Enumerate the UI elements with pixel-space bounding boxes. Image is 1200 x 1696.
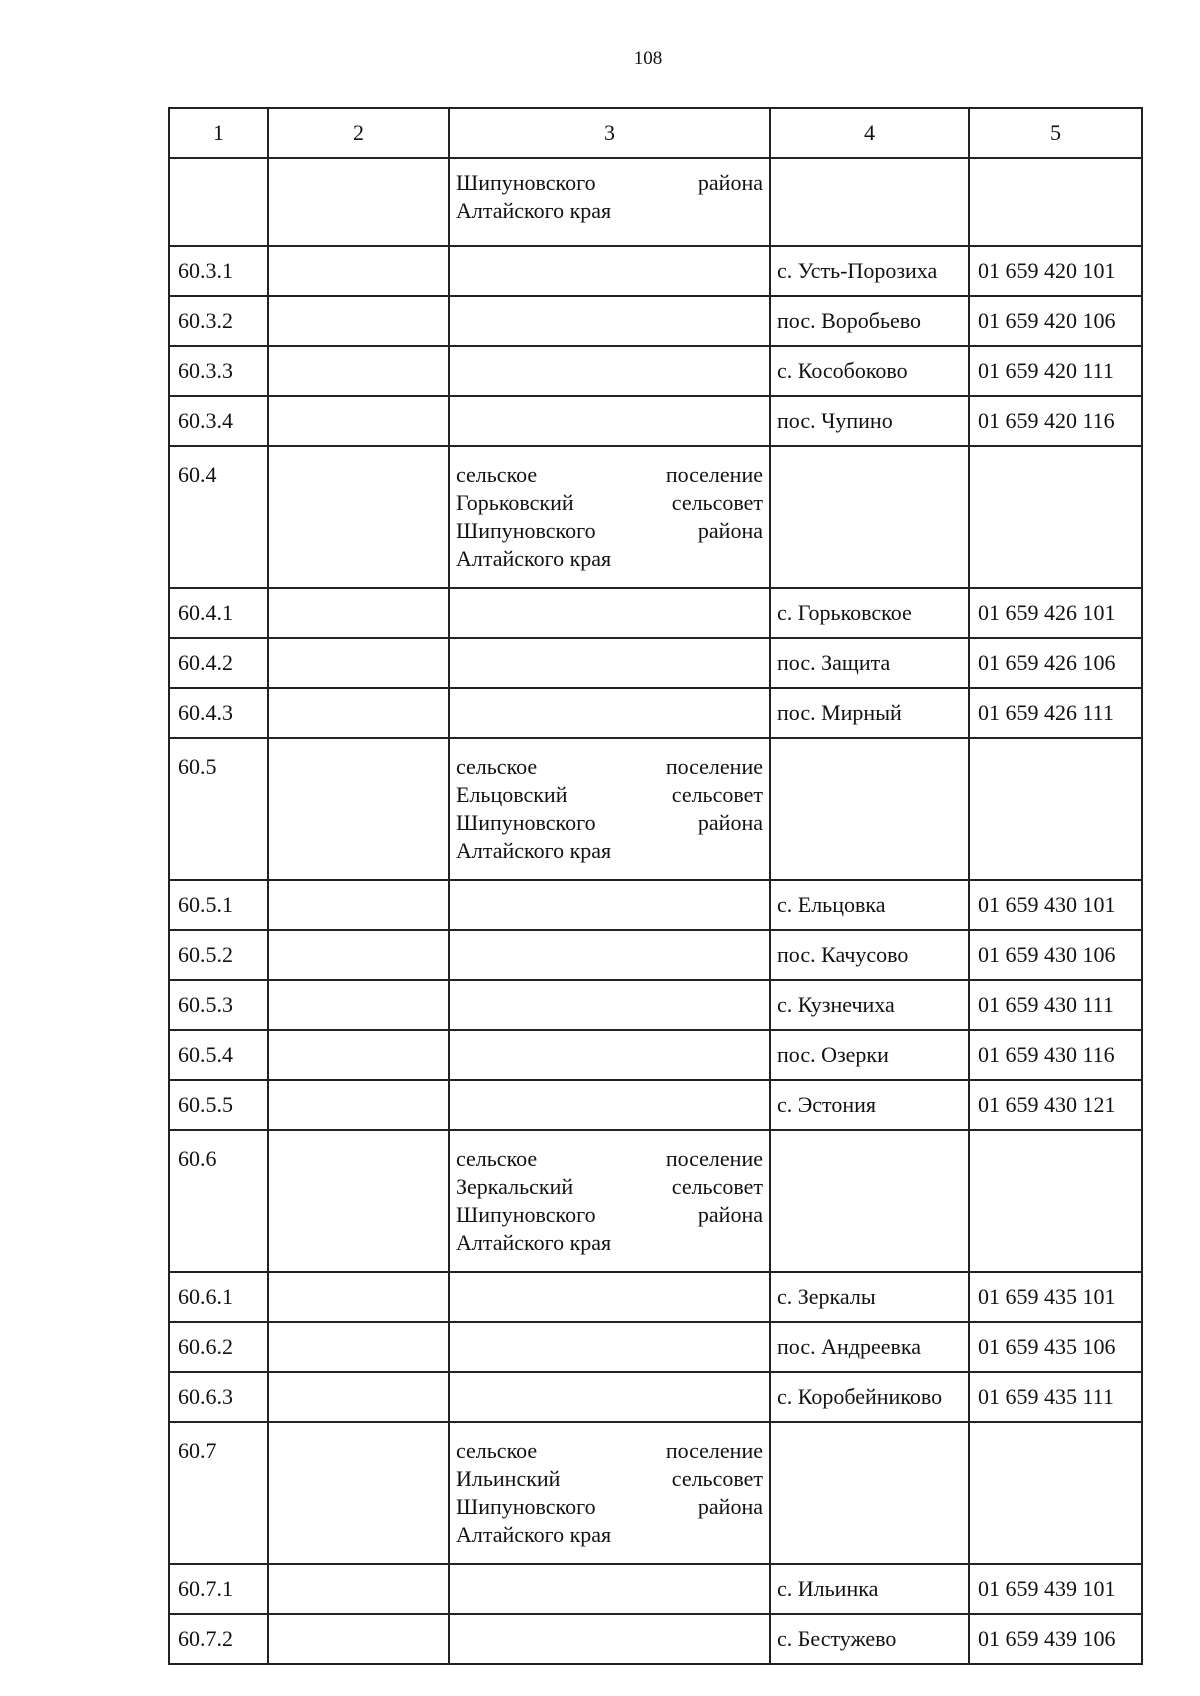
cell-col-3 <box>449 1272 770 1322</box>
settlement-row <box>169 1372 1142 1422</box>
oktmo-code: 01 659 426 111 <box>969 688 1142 738</box>
row-number: 60.5.2 <box>169 930 268 980</box>
settlement-name: с. Горьковское <box>770 588 969 638</box>
settlement-name: пос. Защита <box>770 638 969 688</box>
word: сельское <box>456 754 538 779</box>
settlement-name: с. Бестужево <box>770 1614 969 1664</box>
oktmo-code: 01 659 426 106 <box>969 638 1142 688</box>
settlement-description <box>449 1422 770 1564</box>
word: сельсовет <box>671 1174 763 1199</box>
cell-col-2 <box>268 158 449 246</box>
cell-col-3 <box>449 1030 770 1080</box>
oktmo-code: 01 659 435 106 <box>969 1322 1142 1372</box>
cell-col-2 <box>268 1614 449 1664</box>
description-text <box>456 1437 763 1549</box>
continuation-description <box>449 158 770 246</box>
settlement-row <box>169 980 1142 1030</box>
settlement-table <box>168 107 1143 1665</box>
cell-col-2 <box>268 1030 449 1080</box>
row-number: 60.5.4 <box>169 1030 268 1080</box>
word: Ильинский <box>456 1466 561 1491</box>
cell-col-4 <box>770 1422 969 1564</box>
cell-col-2 <box>268 638 449 688</box>
settlement-row <box>169 396 1142 446</box>
row-number: 60.4 <box>169 446 268 588</box>
cell-col-2 <box>268 980 449 1030</box>
settlement-group-row <box>169 1422 1142 1564</box>
page-number: 108 <box>633 48 663 69</box>
row-number: 60.6 <box>169 1130 268 1272</box>
cell-col-2 <box>268 1080 449 1130</box>
oktmo-code: 01 659 420 106 <box>969 296 1142 346</box>
settlement-name: пос. Мирный <box>770 688 969 738</box>
description-line <box>456 837 763 865</box>
settlement-description <box>449 738 770 880</box>
cell-col-3 <box>449 980 770 1030</box>
oktmo-code: 01 659 430 121 <box>969 1080 1142 1130</box>
word: сельсовет <box>671 782 763 807</box>
row-number: 60.4.2 <box>169 638 268 688</box>
cell-col-2 <box>268 1272 449 1322</box>
description-line <box>456 1145 763 1173</box>
row-number: 60.3.4 <box>169 396 268 446</box>
description-line <box>456 1201 763 1229</box>
cell-col-3 <box>449 688 770 738</box>
cell-col-5 <box>969 1130 1142 1272</box>
word: района <box>697 518 763 543</box>
settlement-description <box>449 1130 770 1272</box>
settlement-name: пос. Андреевка <box>770 1322 969 1372</box>
row-number: 60.6.1 <box>169 1272 268 1322</box>
word: Шипуновского <box>456 1202 596 1227</box>
description-text <box>456 1145 763 1257</box>
oktmo-code: 01 659 430 101 <box>969 880 1142 930</box>
settlement-name: с. Кузнечиха <box>770 980 969 1030</box>
cell-col-3 <box>449 296 770 346</box>
settlement-name: с. Коробейниково <box>770 1372 969 1422</box>
word: поселение <box>665 1146 763 1171</box>
settlement-name: с. Кособоково <box>770 346 969 396</box>
word: сельское <box>456 462 538 487</box>
settlement-name: пос. Чупино <box>770 396 969 446</box>
oktmo-code: 01 659 439 101 <box>969 1564 1142 1614</box>
header-col-2: 2 <box>268 108 449 158</box>
cell-col-5 <box>969 738 1142 880</box>
cell-col-5 <box>969 446 1142 588</box>
row-number: 60.5 <box>169 738 268 880</box>
cell-col-4 <box>770 158 969 246</box>
settlement-name: с. Ильинка <box>770 1564 969 1614</box>
row-number: 60.3.3 <box>169 346 268 396</box>
word: Алтайского края <box>456 198 612 223</box>
settlement-row <box>169 346 1142 396</box>
word: Алтайского края <box>456 1230 612 1255</box>
cell-col-1 <box>169 158 268 246</box>
description-line <box>456 1437 763 1465</box>
description-line <box>456 1521 763 1549</box>
settlement-row <box>169 296 1142 346</box>
word: Шипуновского <box>456 810 596 835</box>
oktmo-code: 01 659 430 106 <box>969 930 1142 980</box>
description-line <box>456 517 763 545</box>
description-line <box>456 461 763 489</box>
cell-col-2 <box>268 246 449 296</box>
settlement-name: с. Усть-Порозиха <box>770 246 969 296</box>
row-number: 60.5.1 <box>169 880 268 930</box>
settlement-description <box>449 446 770 588</box>
cell-col-3 <box>449 638 770 688</box>
table-body <box>169 158 1142 1664</box>
settlement-row <box>169 638 1142 688</box>
cell-col-3 <box>449 1322 770 1372</box>
header-col-3: 3 <box>449 108 770 158</box>
cell-col-3 <box>449 930 770 980</box>
row-number: 60.3.2 <box>169 296 268 346</box>
description-text <box>456 753 763 865</box>
description-line <box>456 169 763 197</box>
settlement-name: пос. Воробьево <box>770 296 969 346</box>
row-number: 60.3.1 <box>169 246 268 296</box>
word: Шипуновского <box>456 170 596 195</box>
cell-col-5 <box>969 158 1142 246</box>
header-col-4: 4 <box>770 108 969 158</box>
cell-col-2 <box>268 930 449 980</box>
oktmo-code: 01 659 435 101 <box>969 1272 1142 1322</box>
continuation-row <box>169 158 1142 246</box>
word: поселение <box>665 462 763 487</box>
word: сельское <box>456 1438 538 1463</box>
header-row <box>169 108 1142 158</box>
cell-col-2 <box>268 1422 449 1564</box>
cell-col-3 <box>449 246 770 296</box>
document-table-container <box>168 107 1143 1665</box>
oktmo-code: 01 659 426 101 <box>969 588 1142 638</box>
settlement-name: с. Эстония <box>770 1080 969 1130</box>
description-line <box>456 1229 763 1257</box>
oktmo-code: 01 659 430 111 <box>969 980 1142 1030</box>
oktmo-code: 01 659 439 106 <box>969 1614 1142 1664</box>
cell-col-2 <box>268 688 449 738</box>
cell-col-5 <box>969 1422 1142 1564</box>
settlement-row <box>169 688 1142 738</box>
cell-col-2 <box>268 1322 449 1372</box>
row-number: 60.6.2 <box>169 1322 268 1372</box>
cell-col-4 <box>770 738 969 880</box>
word: Шипуновского <box>456 1494 596 1519</box>
word: сельское <box>456 1146 538 1171</box>
settlement-row <box>169 588 1142 638</box>
header-col-5: 5 <box>969 108 1142 158</box>
row-number: 60.6.3 <box>169 1372 268 1422</box>
settlement-row <box>169 1564 1142 1614</box>
row-number: 60.4.1 <box>169 588 268 638</box>
description-line <box>456 781 763 809</box>
cell-col-2 <box>268 1564 449 1614</box>
description-line <box>456 489 763 517</box>
settlement-row <box>169 1322 1142 1372</box>
settlement-group-row <box>169 1130 1142 1272</box>
oktmo-code: 01 659 430 116 <box>969 1030 1142 1080</box>
cell-col-4 <box>770 446 969 588</box>
word: поселение <box>665 754 763 779</box>
settlement-row <box>169 880 1142 930</box>
row-number: 60.7.1 <box>169 1564 268 1614</box>
oktmo-code: 01 659 420 101 <box>969 246 1142 296</box>
word: района <box>697 1494 763 1519</box>
row-number: 60.7.2 <box>169 1614 268 1664</box>
cell-col-3 <box>449 1614 770 1664</box>
row-number: 60.7 <box>169 1422 268 1564</box>
settlement-name: пос. Озерки <box>770 1030 969 1080</box>
description-line <box>456 1173 763 1201</box>
word: района <box>697 170 763 195</box>
oktmo-code: 01 659 420 111 <box>969 346 1142 396</box>
settlement-row <box>169 1614 1142 1664</box>
settlement-row <box>169 246 1142 296</box>
settlement-group-row <box>169 446 1142 588</box>
cell-col-3 <box>449 1372 770 1422</box>
description-line <box>456 1465 763 1493</box>
description-text <box>456 169 763 225</box>
settlement-row <box>169 1080 1142 1130</box>
settlement-row <box>169 1030 1142 1080</box>
cell-col-2 <box>268 1372 449 1422</box>
cell-col-3 <box>449 588 770 638</box>
cell-col-2 <box>268 880 449 930</box>
word: Алтайского края <box>456 1522 612 1547</box>
settlement-name: пос. Качусово <box>770 930 969 980</box>
cell-col-2 <box>268 738 449 880</box>
description-line <box>456 809 763 837</box>
cell-col-2 <box>268 1130 449 1272</box>
cell-col-2 <box>268 296 449 346</box>
row-number: 60.4.3 <box>169 688 268 738</box>
settlement-name: с. Зеркалы <box>770 1272 969 1322</box>
cell-col-3 <box>449 880 770 930</box>
description-line <box>456 753 763 781</box>
word: Зеркальский <box>456 1174 574 1199</box>
word: Алтайского края <box>456 838 612 863</box>
row-number: 60.5.5 <box>169 1080 268 1130</box>
cell-col-3 <box>449 1564 770 1614</box>
description-line <box>456 1493 763 1521</box>
oktmo-code: 01 659 435 111 <box>969 1372 1142 1422</box>
word: сельсовет <box>671 490 763 515</box>
cell-col-3 <box>449 396 770 446</box>
cell-col-2 <box>268 446 449 588</box>
settlement-name: с. Ельцовка <box>770 880 969 930</box>
cell-col-2 <box>268 588 449 638</box>
word: Шипуновского <box>456 518 596 543</box>
settlement-row <box>169 1272 1142 1322</box>
word: района <box>697 1202 763 1227</box>
word: района <box>697 810 763 835</box>
word: Горьковский <box>456 490 574 515</box>
word: Ельцовский <box>456 782 568 807</box>
cell-col-3 <box>449 346 770 396</box>
word: Алтайского края <box>456 546 612 571</box>
cell-col-3 <box>449 1080 770 1130</box>
header-col-1: 1 <box>169 108 268 158</box>
oktmo-code: 01 659 420 116 <box>969 396 1142 446</box>
description-line <box>456 545 763 573</box>
cell-col-2 <box>268 346 449 396</box>
cell-col-4 <box>770 1130 969 1272</box>
word: сельсовет <box>671 1466 763 1491</box>
description-line <box>456 197 763 225</box>
cell-col-2 <box>268 396 449 446</box>
word: поселение <box>665 1438 763 1463</box>
row-number: 60.5.3 <box>169 980 268 1030</box>
settlement-group-row <box>169 738 1142 880</box>
settlement-row <box>169 930 1142 980</box>
description-text <box>456 461 763 573</box>
